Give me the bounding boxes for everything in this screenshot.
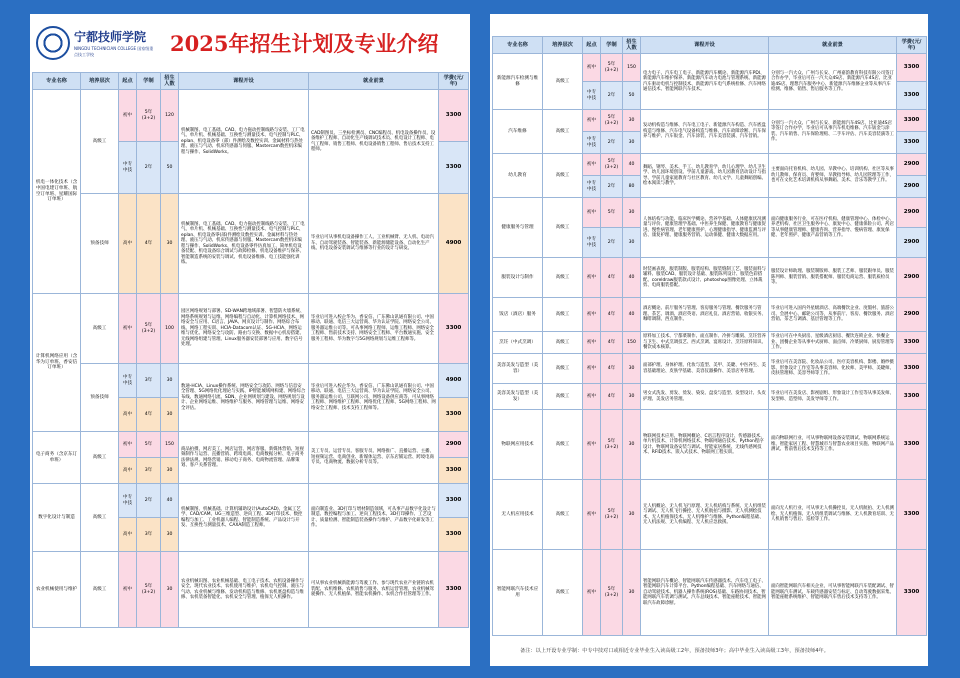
level: 预备技师	[81, 364, 119, 432]
major-name: 新能源汽车检测与维修	[493, 54, 543, 110]
fee: 3300	[897, 410, 927, 480]
level: 高级工	[543, 384, 583, 410]
table-row	[33, 484, 469, 518]
count: 30	[623, 198, 641, 228]
start: 高中	[119, 518, 137, 552]
course-list: 机械制图、电工基础、CAD、电力拖动控制线路与安装、工厂电气、单片机、机械基础、互换性与测量技术、电气控制与PLC、eplan、机电设备零(部)件测绘及数控实训、金属材料与热处理、液压与气动、机床传感器与伺服、Mastercam数控机床编程与操作、SolidWorks、机电设备零件仿真加工、简单机电设备装配、机电设备综合调试与故障检修、机电设备维护与保养、智能制造系统的安装与调试、机电设备维修、电工技能强化训练。	[179, 194, 309, 294]
count: 120	[161, 90, 179, 142]
start: 初中	[583, 54, 601, 82]
start: 初中	[583, 354, 601, 384]
course-list: 无人机概论、无人机飞行原理、无人机结构与系统、无人机组装与调试、无人机飞行操控、无人机航拍与摄影、无人机测绘技术、无人机植保技术、无人机维护与维修、Python编程基础、无人机法规、无人机编程、无人机应急救援。	[641, 480, 769, 550]
career-prospects: 服装设计师助理、服装制版师、服装工艺师、服装跟单员、服装陈列师、服装营销、服装搭配师、服装电商运营、服装质检员等。	[769, 258, 897, 298]
fee: 3300	[897, 354, 927, 384]
fee: 2900	[439, 432, 469, 458]
level: 高级工	[543, 480, 583, 550]
course-list: 物联网技术应用、物联网概论、C语言程序设计、传感器技术、单片机技术、计算机网络技术、物联网通信技术、Python程序设计、物联网设备安装与调试、智能家居系统、无线传感网技术、RFID技术、嵌入式技术、物联网工程实训。	[641, 410, 769, 480]
count: 30	[623, 480, 641, 550]
career-prospects: 面向制造业、3D打印与增材制造领域，可从事产品数字化设计与制造、数控编程与加工、逆向工程技术、3D打印操作、工艺设计、质量检测、智能制造装备操作与维护、产品数字化研发等工作。	[309, 484, 439, 552]
count: 30	[161, 518, 179, 552]
fee: 3300	[897, 54, 927, 82]
start: 初中	[119, 90, 137, 142]
level: 高级工	[543, 54, 583, 110]
count: 150	[623, 332, 641, 354]
table-row	[493, 384, 927, 410]
career-prospects: 面向智能网联汽车相关企业，可从事智能网联汽车装配调试、智能网联汽车测试、车载传感器安装与标定、自动驾驶数据采集、智能座舱系统维护、智能网联汽车售后技术支持等工作。	[769, 550, 897, 636]
start: 高中	[119, 194, 137, 294]
course-list: 智能网联汽车概论、智能网联汽车传感器技术、汽车电工电子、智能网联汽车计算平台、Python编程基础、汽车网络与通信、自动驾驶技术、机器人操作系统(ROS)基础、车路协同技术、智能网联汽车装调与测试、汽车总线技术、智能座舱技术、智能网联汽车故障诊断。	[641, 550, 769, 636]
course-list: 电力电子、汽车电工电子、新能源汽车概论、新能源汽车PDI、新能源汽车维护保养、新能源汽车动力电池与管理系统、新能源汽车驱动电机与控制技术、新能源汽车电气系统检修、汽车网络通信技术、智能网联汽车技术。	[641, 54, 769, 110]
course-list: 人体结构与功能、临床医学概论、营养学基础、人体健康状况测量与评价、健康管理学基础、中医养生保健、健康教育与健康促进、慢性病管理、老年健康照护、心理健康指导、健康监测与评估、康复护理、健康服务营销、运动保健、健康大数据应用。	[641, 198, 769, 258]
count: 30	[161, 364, 179, 398]
years: 5年(3+2)	[601, 54, 623, 82]
major-name: 服装设计与制作	[493, 258, 543, 298]
level: 高级工	[543, 550, 583, 636]
left-plan-table	[32, 72, 469, 628]
table-row	[33, 194, 469, 294]
career-prospects: 分别与一汽大众、广州与长安、新能源汽车4S店、比亚迪4S店等签订合作办学，毕业后可从事汽车机电维修、汽车钣金与涂装、汽车销售、汽车保险理赔、二手车评估、汽车美容装潢等工作。	[769, 110, 897, 154]
start: 中专中技	[119, 142, 137, 194]
fee: 3300	[439, 484, 469, 518]
count: 40	[161, 484, 179, 518]
fee: 3300	[897, 550, 927, 636]
years: 5年(3+2)	[601, 110, 623, 132]
start: 初中	[583, 332, 601, 354]
years: 5年(3+2)	[601, 550, 623, 636]
fee: 4900	[439, 194, 469, 294]
major-name: 健康服务与管理	[493, 198, 543, 258]
course-list: 园区网络规划与部署、SD-WAN跨地域部署、智慧防火墙系统、网络系统规划与运维、网络编程与自动化、计算机网络技术、网络安全与应用、C语言、JAVA、网页设计与制作、网络综合布线、网络工程实训、HCIA-Datacom认证、5G-HCIA、网络运维与优化、网络安全与攻防、路由与交换、数据中心机房搭建、无线网络组建与管理、Linux服务器安装部署与应用、数字信号处理。	[179, 294, 309, 364]
years: 3年	[137, 518, 161, 552]
level: 高级工	[81, 294, 119, 364]
level: 高级工	[543, 198, 583, 258]
start: 初中	[583, 154, 601, 176]
col-header: 招生人数	[623, 37, 641, 54]
school-name: 宁都技师学院	[74, 30, 147, 44]
fee: 3300	[439, 552, 469, 628]
count: 30	[161, 194, 179, 294]
level: 高级工	[543, 110, 583, 154]
table-row	[33, 90, 469, 142]
years: 2年	[601, 132, 623, 154]
years: 4年	[137, 398, 161, 432]
course-list: 机械制图、机械基础、计算机辅助设计(AutoCAD)、金属工艺学、CAD/CAM、UG三维造型、逆向工程、3D打印技术、数控编程与加工、工业机器人编程、智能制造系统、产品设计与开发、互换性与测量技术、CAXA制造工程师。	[179, 484, 309, 552]
count: 40	[623, 154, 641, 176]
major-name: 无人机应用技术	[493, 480, 543, 550]
count: 30	[623, 550, 641, 636]
career-prospects: 主要面向托育机构、幼儿园、早教中心、培训机构、社区等从事幼儿教师、保育员、育婴师、早教指导师、幼儿园管理等工作，也可在文化艺术培训机构从事舞蹈、美术、音乐等教学工作。	[769, 154, 897, 198]
start: 高中	[119, 458, 137, 484]
table-row	[493, 410, 927, 480]
count: 30	[623, 410, 641, 480]
career-prospects: 分别与一汽大众、广州与长安、广州嘉韵教育科技有限公司签订合作办学，毕业后可在一汽大众4S店、新能源汽车4S店、比亚迪4S店、理想汽车服务中心、新能源汽车维修企业等从事汽车检测、维修、销售、售后服务等工作。	[769, 54, 897, 110]
level: 高级工	[543, 258, 583, 298]
col-header: 课程开设	[641, 37, 769, 54]
fee: 3300	[897, 132, 927, 154]
col-header: 就业前景	[309, 73, 439, 90]
years: 2年	[601, 228, 623, 258]
course-list: 发动机构造与维修、汽车电工电子、新能源汽车构造、汽车底盘构造与维修、汽车电气设备构造与维修、汽车故障诊断、汽车保养与维护、汽车钣金、汽车涂装、汽车美容装潢、汽车营销。	[641, 110, 769, 154]
table-header-row	[33, 73, 469, 90]
right-page	[490, 14, 928, 666]
table-row	[493, 332, 927, 354]
count: 30	[161, 398, 179, 432]
fee: 3300	[439, 294, 469, 364]
fee: 2900	[897, 258, 927, 298]
years: 3年	[137, 364, 161, 398]
count: 50	[623, 82, 641, 110]
col-header: 学制	[137, 73, 161, 90]
career-prospects: 面向无人机行业，可从事无人机操控员、无人机航拍、无人机测绘、无人机植保、无人机组装调试与维修、无人机教育培训、无人机销售与售后、巡检等工作。	[769, 480, 897, 550]
years: 2年	[601, 176, 623, 198]
years: 2年	[137, 142, 161, 194]
col-header: 招生人数	[161, 73, 179, 90]
school-logo-icon	[36, 26, 70, 60]
table-row	[493, 110, 927, 132]
fee: 3300	[439, 398, 469, 432]
major-name: 数字化设计与制造	[33, 484, 81, 552]
start: 初中	[119, 294, 137, 364]
start: 中专中技	[583, 82, 601, 110]
start: 中专中技	[583, 228, 601, 258]
course-list: 酒店概论、前厅服务与管理、客房服务与管理、餐饮服务与管理、茶艺、调酒、酒店英语、酒店礼仪、酒店营销、收银实务、咖啡调制、西点制作。	[641, 298, 769, 332]
course-list: 时装画表现、服装制版、服装结构、服装缝制工艺、服装面料与辅料、服装CAD、服装设计基础、服装陈列设计、服装色彩搭配、coreldraw服装款式设计、photoshop图像处理、立体裁剪、电商服装搭配。	[641, 258, 769, 298]
course-list: 机械制图、电工基础、CAD、电力拖动控制线路与安装、工厂电气、单片机、机械基础、互换性与测量技术、电气控制与PLC、eplan、机电设备零（部）件测绘及数控实训、金属材料与热处理、液压与气动、机床传感器与伺服、Mastercam数控机床编程与操作、SolidWorks。	[179, 90, 309, 194]
table-row	[33, 432, 469, 458]
fee: 3300	[897, 110, 927, 132]
count: 80	[623, 176, 641, 198]
start: 初中	[583, 550, 601, 636]
course-list: 商品拍摄、网店美工、网店运营、网店客服、新媒体营销、短视频制作与运营、直播营销、跨境电商、电商数据分析、电子商务法律法规、网络营销、移动电子商务、电商物流管理、品牌策划、客户关系管理。	[179, 432, 309, 484]
fee: 2900	[897, 198, 927, 228]
career-prospects: 可从事农业机械新能源与驾驶工作、参与现代农业产业链的农机装配、农机维修、农机销售与服务、农机运营管理、农业机械驾驶操作、无人机植保、智能农机操作、农机合作社管理等工作。	[309, 552, 439, 628]
years: 2年	[137, 484, 161, 518]
table-row	[33, 294, 469, 364]
major-name: 电子商务（含京东订单班）	[33, 432, 81, 484]
fee: 3300	[897, 82, 927, 110]
page-header	[30, 14, 470, 72]
fee: 2900	[897, 154, 927, 176]
start: 高中	[119, 398, 137, 432]
years: 2年	[601, 82, 623, 110]
col-header: 学费(元/年)	[439, 73, 469, 90]
years: 5年(3+2)	[137, 90, 161, 142]
count: 30	[623, 228, 641, 258]
major-name: 饭店（酒店）服务	[493, 298, 543, 332]
table-row	[493, 480, 927, 550]
start: 初中	[583, 410, 601, 480]
start: 初中	[119, 552, 137, 628]
school-name-en: NINGDU TECHNICIAN COLLEGE 国家级重点技工学校	[74, 46, 154, 57]
col-header: 培养层次	[543, 37, 583, 54]
count: 30	[623, 110, 641, 132]
count: 50	[161, 142, 179, 194]
fee: 3300	[439, 458, 469, 484]
start: 中专中技	[583, 176, 601, 198]
count: 30	[623, 132, 641, 154]
major-name: 幼儿教育	[493, 154, 543, 198]
right-plan-table	[492, 36, 927, 636]
level: 高级工	[81, 552, 119, 628]
col-header: 学制	[601, 37, 623, 54]
major-name: 农业机械使用与维护	[33, 552, 81, 628]
fee: 3300	[439, 142, 469, 194]
col-header: 起点	[119, 73, 137, 90]
major-name: 物联网应用技术	[493, 410, 543, 480]
course-list: 原料加工技术、宁都菜制作、面点制作、冷拼与雕刻、烹饪营养与卫生、中式烹调技艺、西式烹调、宴席设计、烹饪原料知识、餐饮成本核算。	[641, 332, 769, 354]
fee: 3300	[897, 480, 927, 550]
table-row	[493, 154, 927, 176]
left-page	[30, 14, 470, 666]
table-row	[493, 550, 927, 636]
years: 5年(3+2)	[137, 552, 161, 628]
fee: 2900	[897, 298, 927, 332]
level: 高级工	[81, 432, 119, 484]
col-header: 学费(元/年)	[897, 37, 927, 54]
start: 中专中技	[583, 132, 601, 154]
fee: 2900	[897, 228, 927, 258]
course-list: 面部护理、身体护理、化妆与造型、美甲、美睫、中医养生、美容基础理论、皮肤学基础、美容仪器操作、美容店务管理。	[641, 354, 769, 384]
years: 5年	[601, 198, 623, 228]
table-row	[493, 258, 927, 298]
table-row	[33, 364, 469, 398]
count: 40	[623, 258, 641, 298]
course-list: 农业机械识图、农业机械基础、电工电子技术、农机设备操作与安全、现代农业技术、农机使用与维护、农机电气控制、液压与气动、农业机械与维修、发动机构造与维修、农机底盘构造与维修、农机装备智能化、农机安全与管理、植保无人机操作。	[179, 552, 309, 628]
count: 30	[623, 384, 641, 410]
start: 初中	[583, 198, 601, 228]
col-header: 起点	[583, 37, 601, 54]
fee: 3300	[897, 384, 927, 410]
years: 5年(3+2)	[601, 410, 623, 480]
years: 4年	[601, 354, 623, 384]
start: 初中	[583, 384, 601, 410]
years: 4年	[601, 258, 623, 298]
start: 初中	[583, 298, 601, 332]
start: 初中	[583, 480, 601, 550]
count: 30	[623, 354, 641, 384]
career-prospects: 毕业后可进入校企华为、香安信、广东佛山讯通有限公司、中国移动、联通、电信三大运营商、华为认证学院、网络安全公司、服务器运维公司、互联网公司、网络设备供应商等，可从事网络工程师、网络维护工程师、网络优化工程师、5G网络工程师、网络安全工程师、技术支持工程师等。	[309, 364, 439, 432]
start: 中专中技	[119, 364, 137, 398]
years: 3年	[137, 458, 161, 484]
years: 5年(3+2)	[137, 294, 161, 364]
career-prospects: 毕业后可在美容院、化妆品公司、医疗美容机构、影楼、婚纱摄影、形象设计工作室等从事美容师、化妆师、美甲师、美睫师、皮肤管理师、美容导师等工作。	[769, 354, 897, 384]
career-prospects: 毕业后可在中央厨房、星级酒店厨房、餐饮连锁企业、快餐企业、团餐企业等从事中式厨师、面点师、冷菜厨师、厨房管理等工作。	[769, 332, 897, 354]
major-name: 美容美发与造型（美发）	[493, 384, 543, 410]
career-prospects: CAD制图员、三坐标检测员、CNC编程员、机电设备操作员、设备维护工程师、自动化生产线调试技术员、机电设计工程师、电气工程师、销售工程师、机电设备销售工程师、售后技术支持工程师。	[309, 90, 439, 194]
level: 高级工	[543, 354, 583, 384]
years: 5年(3+2)	[601, 154, 623, 176]
table-row	[33, 552, 469, 628]
col-header: 就业前景	[769, 37, 897, 54]
course-list: 舞蹈、钢琴、美术、手工、幼儿教育学、幼儿心理学、幼儿卫生学、幼儿园环境创设、学前儿童游戏、幼儿园教育活动设计与指导、学前儿童家庭教育与社区教育、幼儿文学、儿童舞蹈创编、绘本阅读与教学。	[641, 154, 769, 198]
count: 40	[623, 298, 641, 332]
career-prospects: 美工专员、运营专员、客服专员、网络推广、直播运营、主播、短视频运营、电商创业、新媒体运营、京东店铺运营、跨境电商专员、电商物流、数据分析专员等。	[309, 432, 439, 484]
major-name: 机电一体化技术（含中国电建订单班、航空订单班、星耀国际订单班）	[33, 90, 81, 294]
col-header: 课程开设	[179, 73, 309, 90]
course-list: 数通-HCIA、Linux操作系统、网络安全与攻防、网络与信息安全管理、5G网络优化理论与实践、IP智能城域网构建、网络综合布线、数通网络引流、SDN、企业网规划与建设、网络规划与设计、企业网络运维、网络维护与服务、网络管理与运维、网络安全评估。	[179, 364, 309, 432]
table-row	[493, 298, 927, 332]
level: 高级工	[81, 90, 119, 194]
career-prospects: 面向物联网行业，可从事物联网设备安装调试、物联网系统运维、智能家居工程、智慧城市与智慧农业项目实施、物联网产品测试、售前售后技术支持等工作。	[769, 410, 897, 480]
years: 4年	[137, 194, 161, 294]
table-row	[493, 54, 927, 82]
major-name: 汽车维修	[493, 110, 543, 154]
level: 高级工	[543, 332, 583, 354]
col-header: 培养层次	[81, 73, 119, 90]
major-name: 美容美发与造型（美容）	[493, 354, 543, 384]
count: 150	[161, 432, 179, 458]
start: 初中	[583, 258, 601, 298]
career-prospects: 毕业后可在美发店、影视剧组、形象设计工作室等从事美发师、发型师、造型师、美发导师等工作。	[769, 384, 897, 410]
start: 中专中技	[119, 484, 137, 518]
count: 30	[161, 458, 179, 484]
years: 4年	[601, 332, 623, 354]
col-header: 专业名称	[493, 37, 543, 54]
course-list: 男女式洗发、剪发、烫发、染发、盘发与造型、发型设计、头皮护理、美发店务管理。	[641, 384, 769, 410]
major-name: 烹饪（中式烹调）	[493, 332, 543, 354]
page-title: 2025年招生计划及专业介绍	[170, 31, 439, 56]
years: 5年(3+2)	[601, 480, 623, 550]
career-prospects: 毕业后可进入校企华为、香安信、广东佛山讯通有限公司、中国移动、联通、电信三大运营商、华为认证学院、网络安全公司、服务器运维公司等。可从事网络工程师、运维工程师、网络安全工程师、售前技术支持、网络安全工程师、平台数通实施、安全服务工程师、华为数字与5G网络规划与运维工程师等。	[309, 294, 439, 364]
fee: 3300	[439, 518, 469, 552]
footnote: 备注：以上开设专业学制：中专中技对口或相近专业毕业生入读高级工2年，预备技师3年；高中毕业生入读高级工3年，预备技师4年。	[520, 648, 829, 654]
level: 高级工	[543, 154, 583, 198]
major-name: 计算机网络应用（含华为订单班、香安信订单班）	[33, 294, 81, 432]
fee: 3300	[439, 90, 469, 142]
level: 高级工	[81, 484, 119, 552]
years: 4年	[601, 384, 623, 410]
years: 4年	[601, 298, 623, 332]
count: 150	[623, 54, 641, 82]
career-prospects: 毕业后可从事机电设备操作工人、工业机械臂、无人机、电动汽车、自动驾驶装备、智能装备、新能源储能设备、自动化生产线、机电设备安装调试与维修等行业的设计与研发。	[309, 194, 439, 294]
fee: 2900	[897, 176, 927, 198]
table-row	[493, 198, 927, 228]
years: 5年	[137, 432, 161, 458]
count: 30	[161, 552, 179, 628]
major-name: 智能网联汽车技术应用	[493, 550, 543, 636]
career-prospects: 毕业后可进入国内外星级酒店、高端餐饮企业、度假村、旅游公司、会展中心、邮轮公司等，从事前厅、客房、餐饮服务、酒店营销、茶艺与调酒、基层管理等工作。	[769, 298, 897, 332]
table-header-row	[493, 37, 927, 54]
start: 初中	[583, 110, 601, 132]
fee: 3300	[897, 332, 927, 354]
level: 高级工	[543, 410, 583, 480]
start: 初中	[119, 432, 137, 458]
career-prospects: 面向健康服务行业，可在医疗机构、健康管理中心、体检中心、养老机构、社区卫生服务中心、康复中心、健康保险公司、药店等从事健康管理师、健康咨询、营养指导、慢病管理、康复保健、老年照护、健康产品营销等工作。	[769, 198, 897, 258]
level: 高级工	[543, 298, 583, 332]
fee: 4900	[439, 364, 469, 398]
count: 100	[161, 294, 179, 364]
table-row	[493, 354, 927, 384]
col-header: 专业名称	[33, 73, 81, 90]
level: 预备技师	[81, 194, 119, 294]
